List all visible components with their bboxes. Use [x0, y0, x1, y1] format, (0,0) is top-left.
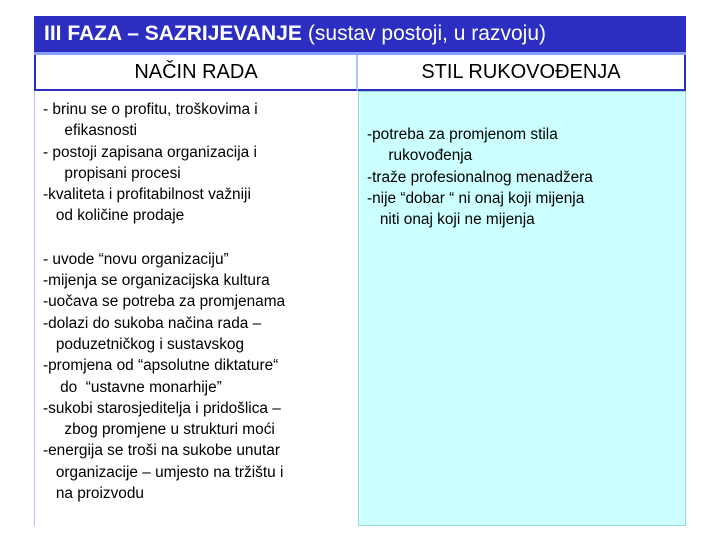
text-line: efikasnosti: [43, 122, 138, 140]
text-line: organizacije – umjesto na tržištu i: [43, 463, 284, 481]
text-line: -promjena od “apsolutne diktature“: [43, 357, 279, 375]
right-block: [367, 124, 685, 230]
text-line: -energija se troši na sukobe unutar: [43, 442, 280, 460]
text-line: -uočava se potreba za promjenama: [43, 293, 286, 311]
text-line: niti onaj koji ne mijenja: [367, 211, 535, 229]
text-line: -dolazi do sukoba načina rada –: [43, 314, 262, 332]
column-header-left: NAČIN RADA: [34, 55, 358, 91]
text-line: - uvode “novu organizaciju”: [43, 250, 229, 268]
spacer: [43, 227, 358, 249]
text-line: - brinu se o profitu, troškovima i: [43, 101, 258, 118]
text-line: -sukobi starosjeditelja i pridošlica –: [43, 399, 281, 417]
left-block-2: [43, 249, 358, 505]
text-line: - postoji zapisana organizacija i: [43, 143, 257, 161]
left-column: [34, 91, 358, 526]
text-line: -potreba za promjenom stila: [367, 126, 558, 143]
text-line: poduzetničkog i sustavskog: [43, 335, 245, 353]
text-line: -mijenja se organizacijska kultura: [43, 272, 270, 290]
text-line: -traže profesionalnog menadžera: [367, 168, 593, 186]
right-column: [358, 91, 686, 526]
slide-title: [34, 16, 686, 52]
text-line: do “ustavne monarhije”: [43, 378, 222, 396]
text-line: -nije “dobar “ ni onaj koji mijenja: [367, 189, 585, 207]
text-line: od količine prodaje: [43, 207, 185, 225]
text-line: zbog promjene u strukturi moći: [43, 421, 275, 439]
column-header-right: STIL RUKOVOĐENJA: [358, 55, 686, 91]
left-block-1: [43, 99, 358, 227]
title-phase: III FAZA – SAZRIJEVANJE: [44, 22, 302, 45]
text-line: rukovođenja: [367, 147, 473, 165]
text-line: na proizvodu: [43, 485, 144, 503]
text-line: -kvaliteta i profitabilnost važniji: [43, 186, 251, 204]
text-line: propisani procesi: [43, 164, 181, 182]
title-subtitle: (sustav postoji, u razvoju): [307, 22, 546, 45]
